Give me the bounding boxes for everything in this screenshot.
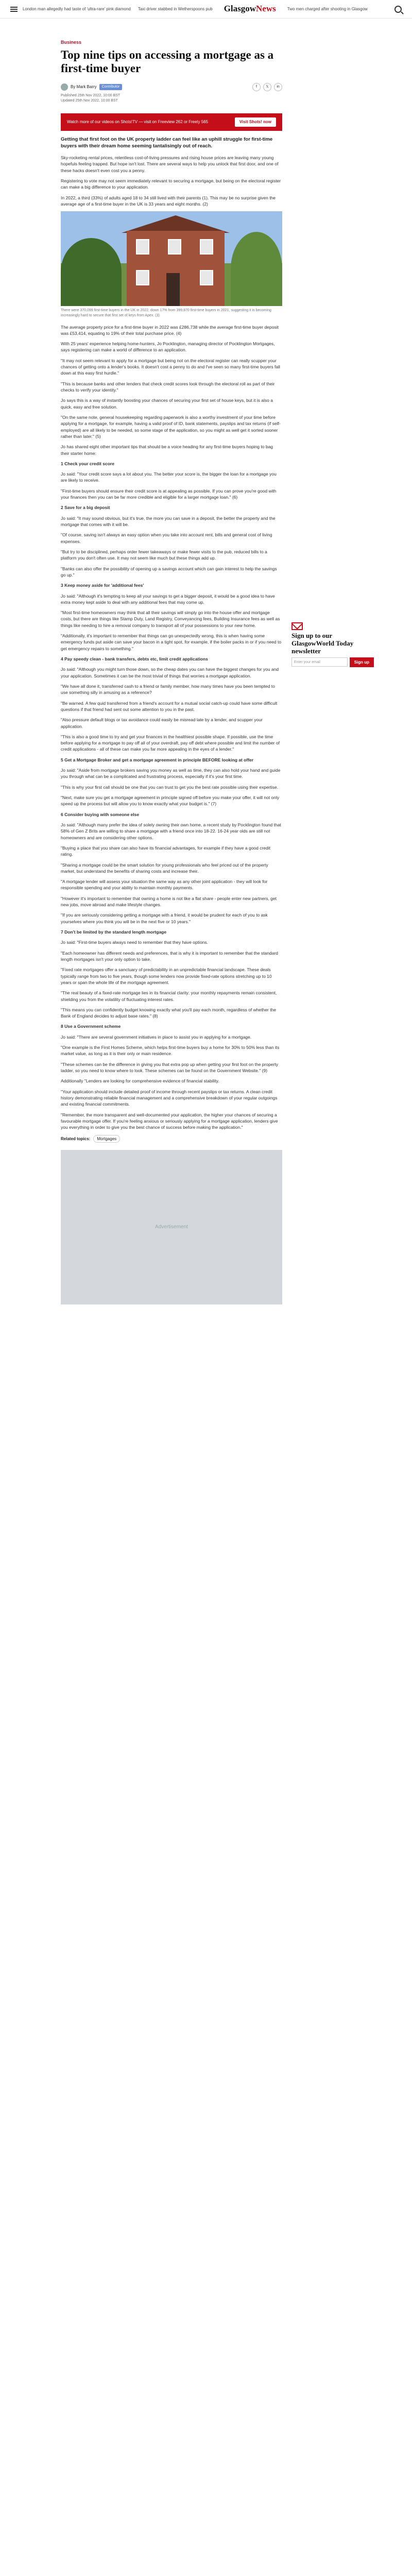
main-body	[61, 381, 282, 1131]
body-paragraph: "Next, make sure you get a mortgage agreement in principle signed off before you make your offer, it will not only speed up the process but will allow you to know exactly what your budget is." (7)	[61, 795, 280, 807]
house-photo	[61, 211, 282, 306]
body-paragraph: Jo said: "There are several government initiatives in place to assist you in applying for a mortgage.	[61, 1034, 252, 1040]
body-paragraph: "Most first-time homeowners may think that all their savings will simply go into the house offer and mortgage costs, but there are things like Stamp Duty, Land Registry, Conveyancing fees, Building Insurance fees as well as things like needing to hire a removal company to transport all of your possessions to your new home.	[61, 610, 280, 628]
body-paragraph: "If you are seriously considering getting a mortgage with a friend, it would be prudent for each of you to ask yourselves where you think you will be in the next five or 10 years."	[61, 912, 268, 924]
publish-meta	[61, 93, 282, 104]
search-icon[interactable]	[394, 6, 402, 13]
body-paragraph: 7 Don't be limited by the standard length mortgage	[61, 929, 167, 935]
body-paragraph: The average property price for a first-time buyer in 2022 was £286,738 while the average first-time buyer deposit was £53,414, equating to 19% of their total purchase price. (4)	[61, 324, 279, 336]
body-paragraph: Jo said: "Your credit score says a lot about you. The better your score is, the bigger the loan for a mortgage you are likely to receive.	[61, 471, 277, 483]
ticker	[287, 6, 389, 12]
menu-icon[interactable]	[10, 7, 18, 12]
share-bar	[252, 83, 282, 91]
body-paragraph: Sky-rocketing rental prices, relentless cost-of-living pressures and rising house prices are leaving many young hopefuls feeling trapped. But hope isn't lost. There are several ways to help you unlock that first door, and one of these hacks doesn't even cost you a penny.	[61, 155, 279, 173]
body-paragraph: "Be warned. A few quid transferred from a friend's account for a mutual social catch-up could have some difficult questions if that friend had sent out some attention to you in the past.	[61, 700, 278, 712]
updated-date: Updated 25th Nov 2022, 10:00 BST	[61, 99, 118, 103]
section-link[interactable]: Business	[61, 40, 82, 45]
ticker-item[interactable]: Taxi driver stabbed in Wetherspoons pub	[138, 6, 213, 11]
body-paragraph: "Fixed rate mortgages offer a sanctuary of predictability in an unpredictable financial landscape. These deals typically range from two to five years, though some lenders now provide fixed-rate options stretching up to 10 years or span the whole life of the mortgage agreement.	[61, 967, 272, 985]
newsletter-signup	[291, 622, 374, 667]
related-topics	[61, 1135, 282, 1143]
body-paragraph: Jo said: "It may sound obvious, but it's true, the more you can save in a deposit, the better the property and the mortgage that comes with it will be.	[61, 515, 276, 528]
body-paragraph: Jo said: "Although you might turn those down, so the cheap dates you can have the biggest changes for you and your application. Sometimes it can be the most trivial of things that worries a mortgage application.	[61, 667, 279, 679]
ad-slot[interactable]: Advertisement	[61, 1150, 282, 1304]
body-paragraph: "These schemes can be the difference in giving you that extra pop up when getting your first foot on the property ladder, so you need to know where to look. These schemes can be found on the Government Website." (9)	[61, 1061, 278, 1074]
ad-button[interactable]: Visit Shots! now	[235, 117, 276, 127]
site-logo[interactable]: GlasgowNews	[224, 4, 276, 14]
lead-paragraph: Getting that first foot on the UK property ladder can feel like an uphill struggle for first-time buyers with their dream home seeming tantalisingly out of reach.	[61, 136, 273, 149]
signup-button[interactable]: Sign up	[350, 657, 374, 668]
body-paragraph: "Sharing a mortgage could be the smart solution for young professionals who feel priced out of the property market, but understand the benefits of sharing costs and increase their.	[61, 862, 268, 874]
body-paragraph: "This means you can confidently budget knowing exactly what you'll pay each month, regardless of whether the Bank of England decides to adjust base rates." (8)	[61, 1007, 277, 1019]
email-input[interactable]: Enter your email	[291, 657, 348, 667]
twitter-icon[interactable]: 𝕏	[263, 83, 271, 91]
body-paragraph: "We have all done it, transferred cash to a friend or family member, how many times have you been tempted to use something silly in amusing as a reference?	[61, 683, 275, 696]
body-paragraph: 1 Check your credit score	[61, 461, 114, 466]
body-paragraph: Registering to vote may not seem immediately relevant to securing a mortgage, but being on the electoral register can make a big difference to your application.	[61, 178, 281, 190]
avatar	[61, 83, 68, 91]
body-paragraph: "Of course, saving isn't always an easy option when you take into account rent, bills and general cost of living expenses.	[61, 532, 272, 544]
body-paragraph: In 2022, a third (33%) of adults aged 18 to 34 still lived with their parents (1). This may be no surprise given the average age of a first-time buyer in the UK is 33 years and eight months. (2)	[61, 195, 276, 207]
mail-icon	[291, 622, 303, 630]
linkedin-icon[interactable]: in	[274, 83, 282, 91]
body-paragraph: "But try to be disciplined, perhaps order fewer takeaways or make fewer visits to the pub, reduced bills to a platform you don't often use. It may not seem like much but these things add up.	[61, 549, 267, 561]
related-label: Related topics:	[61, 1136, 91, 1141]
body-paragraph: "However it's important to remember that owning a home is not like a flat share - people enter new partners, get new jobs, move abroad and make lifestyle changes.	[61, 895, 277, 908]
body-paragraph: 3 Keep money aside for 'additional fees'	[61, 583, 144, 588]
newsletter-title: GlasgowWorld Today newsletter	[291, 639, 354, 655]
body-paragraph: Jo says this is a way of instantly boosting your chances of securing your first set of house keys, but it is also a quick, easy and free solution.	[61, 398, 273, 410]
body-paragraph: "First-time buyers should ensure their credit score is at appealing as possible. If you can prove you're good with your finances then you can be far more credible and eligible for a larger mortgage loan." (6)	[61, 488, 277, 500]
body-paragraph: "Each homeowner has different needs and preferences, that is why it is important to remember that the standard length mortgages isn't your only option to take.	[61, 950, 278, 962]
body-paragraph: "Buying a place that you share can also have its financial advantages, for example if they have a good credit rating.	[61, 845, 271, 857]
ad-banner[interactable]	[61, 113, 282, 131]
top-bar	[0, 0, 412, 19]
body-paragraph: "Your application should include detailed proof of income through recent payslips or tax returns. A clean credit history demonstrating reliable financial management and a comprehensive breakdown of your regular outgoings and existing financial commitments.	[61, 1089, 278, 1107]
facebook-icon[interactable]: f	[252, 83, 261, 91]
body-paragraph: Jo said: "First-time buyers always need to remember that they have options.	[61, 940, 209, 945]
body-paragraph: "The real beauty of a fixed-rate mortgage lies in its financial clarity: your monthly repayments remain consistent, shielding you from the volatility of fluctuating interest rates.	[61, 990, 277, 1002]
body-paragraph: "A mortgage lender will assess your situation the same way as any other joint application - they will look for responsible spending and your ability to maintain monthly payments.	[61, 879, 268, 891]
photo-caption: There were 370,099 first-time buyers in the UK in 2022, down 17% from 399,870 first-time buyers in 2021, suggesting it is becoming increasingly hard to secure that first set of keys from Apex. (3)	[61, 309, 271, 318]
body-paragraph: 8 Use a Government scheme	[61, 1024, 121, 1029]
body-paragraph: "This is also a good time to try and get your finances in the healthiest possible shape. If possible, use the time before applying for a mortgage to pay off all of your overdraft, pay off debt where possible and limit the number of credit applications - all of these can make you far more appealing in the eyes of a lender."	[61, 734, 280, 752]
body-paragraph: "This is because banks and other lenders that check credit scores look through the electoral roll as part of their checks to verify your identity."	[61, 381, 275, 393]
author-badge: Contributor	[99, 84, 123, 90]
body-paragraph: 4 Pay speedy clean - bank transfers, debts etc, limit credit applications	[61, 656, 208, 662]
body-paragraph: "It may not seem relevant to apply for a mortgage but being not on the electoral register can really scupper your chances of getting onto a lender's books. It doesn't cost a penny to do and I've seen so many first-time buyers fall down at this easy first hurdle."	[61, 358, 280, 376]
body-paragraph: 5 Get a Mortgage Broker and get a mortgage agreement in principle BEFORE looking at offer	[61, 757, 254, 762]
body-paragraph: "This is why your first call should be one that you can trust to get you the best rate possible using their expertise.	[61, 784, 279, 790]
page-title: Top nine tips on accessing a mortgage as a first-time buyer	[61, 48, 274, 75]
body-paragraph: "Also pressure default blogs or tax avoidance could easily be misread late by a lender, and scupper your application.	[61, 717, 263, 729]
newsletter-kicker: Sign up to our	[291, 632, 333, 639]
body-paragraph: With 25 years' experience helping home-hunters, Jo Pocklington, managing director of Pocklington Mortgages, says registering can make a world of difference to an application.	[61, 341, 275, 353]
mid-body	[61, 324, 282, 377]
body-paragraph: "Additionally, it's important to remember that things can go unexpectedly wrong, this is when having some emergency funds put aside can save your bacon in a tight spot, for example, if the boiler packs in or if you need to get emergency repairs to something."	[61, 633, 282, 651]
intro-body	[61, 155, 282, 207]
byline	[61, 83, 282, 91]
body-paragraph: Jo said: "Although many prefer the idea of solely owning their own home, a recent study by Pocklington found that 58% of Gen Z Brits are willing to share a mortgage with a friend once into 18-22. 16-24 year olds are still not homeowners and are considering other options.	[61, 822, 281, 840]
body-paragraph: "Banks can also offer the possibility of opening up a savings account which can gain interest to help the savings go up."	[61, 566, 277, 578]
ticker-item[interactable]: London man allegedly had taste of 'ultra-rare' pink diamond	[23, 6, 131, 11]
published-date: Published 25th Nov 2022, 10:00 BST	[61, 93, 121, 97]
ticker-item[interactable]: Two men charged after shooting in Glasgow	[287, 6, 368, 11]
body-paragraph: 6 Consider buying with someone else	[61, 811, 140, 817]
body-paragraph: "One example is the First Homes Scheme, which helps first-time buyers buy a home for 30% to 50% less than its market value, as long as it is their only or main residence.	[61, 1045, 280, 1057]
body-paragraph: "Remember, the more transparent and well-documented your application, the higher your chances of securing a favourable mortgage offer. If you're feeling anxious or seriously applying for a mortgage application, lenders give you everything in order to give you the best chance of success before making the application."	[61, 1112, 278, 1130]
article	[61, 19, 282, 1304]
author-name[interactable]: By Mark Barry	[71, 84, 97, 90]
body-paragraph: Jo has shared eight other important tips that should be a voice heading for any first-time buyers hoping to bag their starter home:	[61, 444, 273, 456]
body-paragraph: Jo said: "Aside from mortgage brokers saving you money as well as time, they can also hold your hand and guide you through what can be a complicated and frustrating process, especially if it's your first time.	[61, 768, 281, 779]
body-paragraph: "On the same note, general housekeeping regarding paperwork is also a worthy investment of your time before applying for a mortgage, for example, having a valid proof of ID, bank statements, payslips and tax returns (if self-employed) are all likely to be needed, so some stage of the application, so you might as well get it sorted sooner rather than later." (5)	[61, 414, 281, 439]
body-paragraph: Jo said: "Although it's tempting to keep all your savings to get a bigger deposit, it would be a good idea to have extra money kept aside to deal with any additional fees that may come up.	[61, 593, 275, 605]
ad-text: Watch more of our videos on Shots!TV — visit on Freeview 262 or Freely 565	[67, 119, 209, 124]
body-paragraph: Additionally "Lenders are looking for comprehensive evidence of financial stability.	[61, 1078, 219, 1084]
body-paragraph: 2 Save for a big deposit	[61, 505, 110, 511]
topic-tag[interactable]: Mortgages	[93, 1135, 120, 1143]
ticker	[23, 6, 213, 12]
